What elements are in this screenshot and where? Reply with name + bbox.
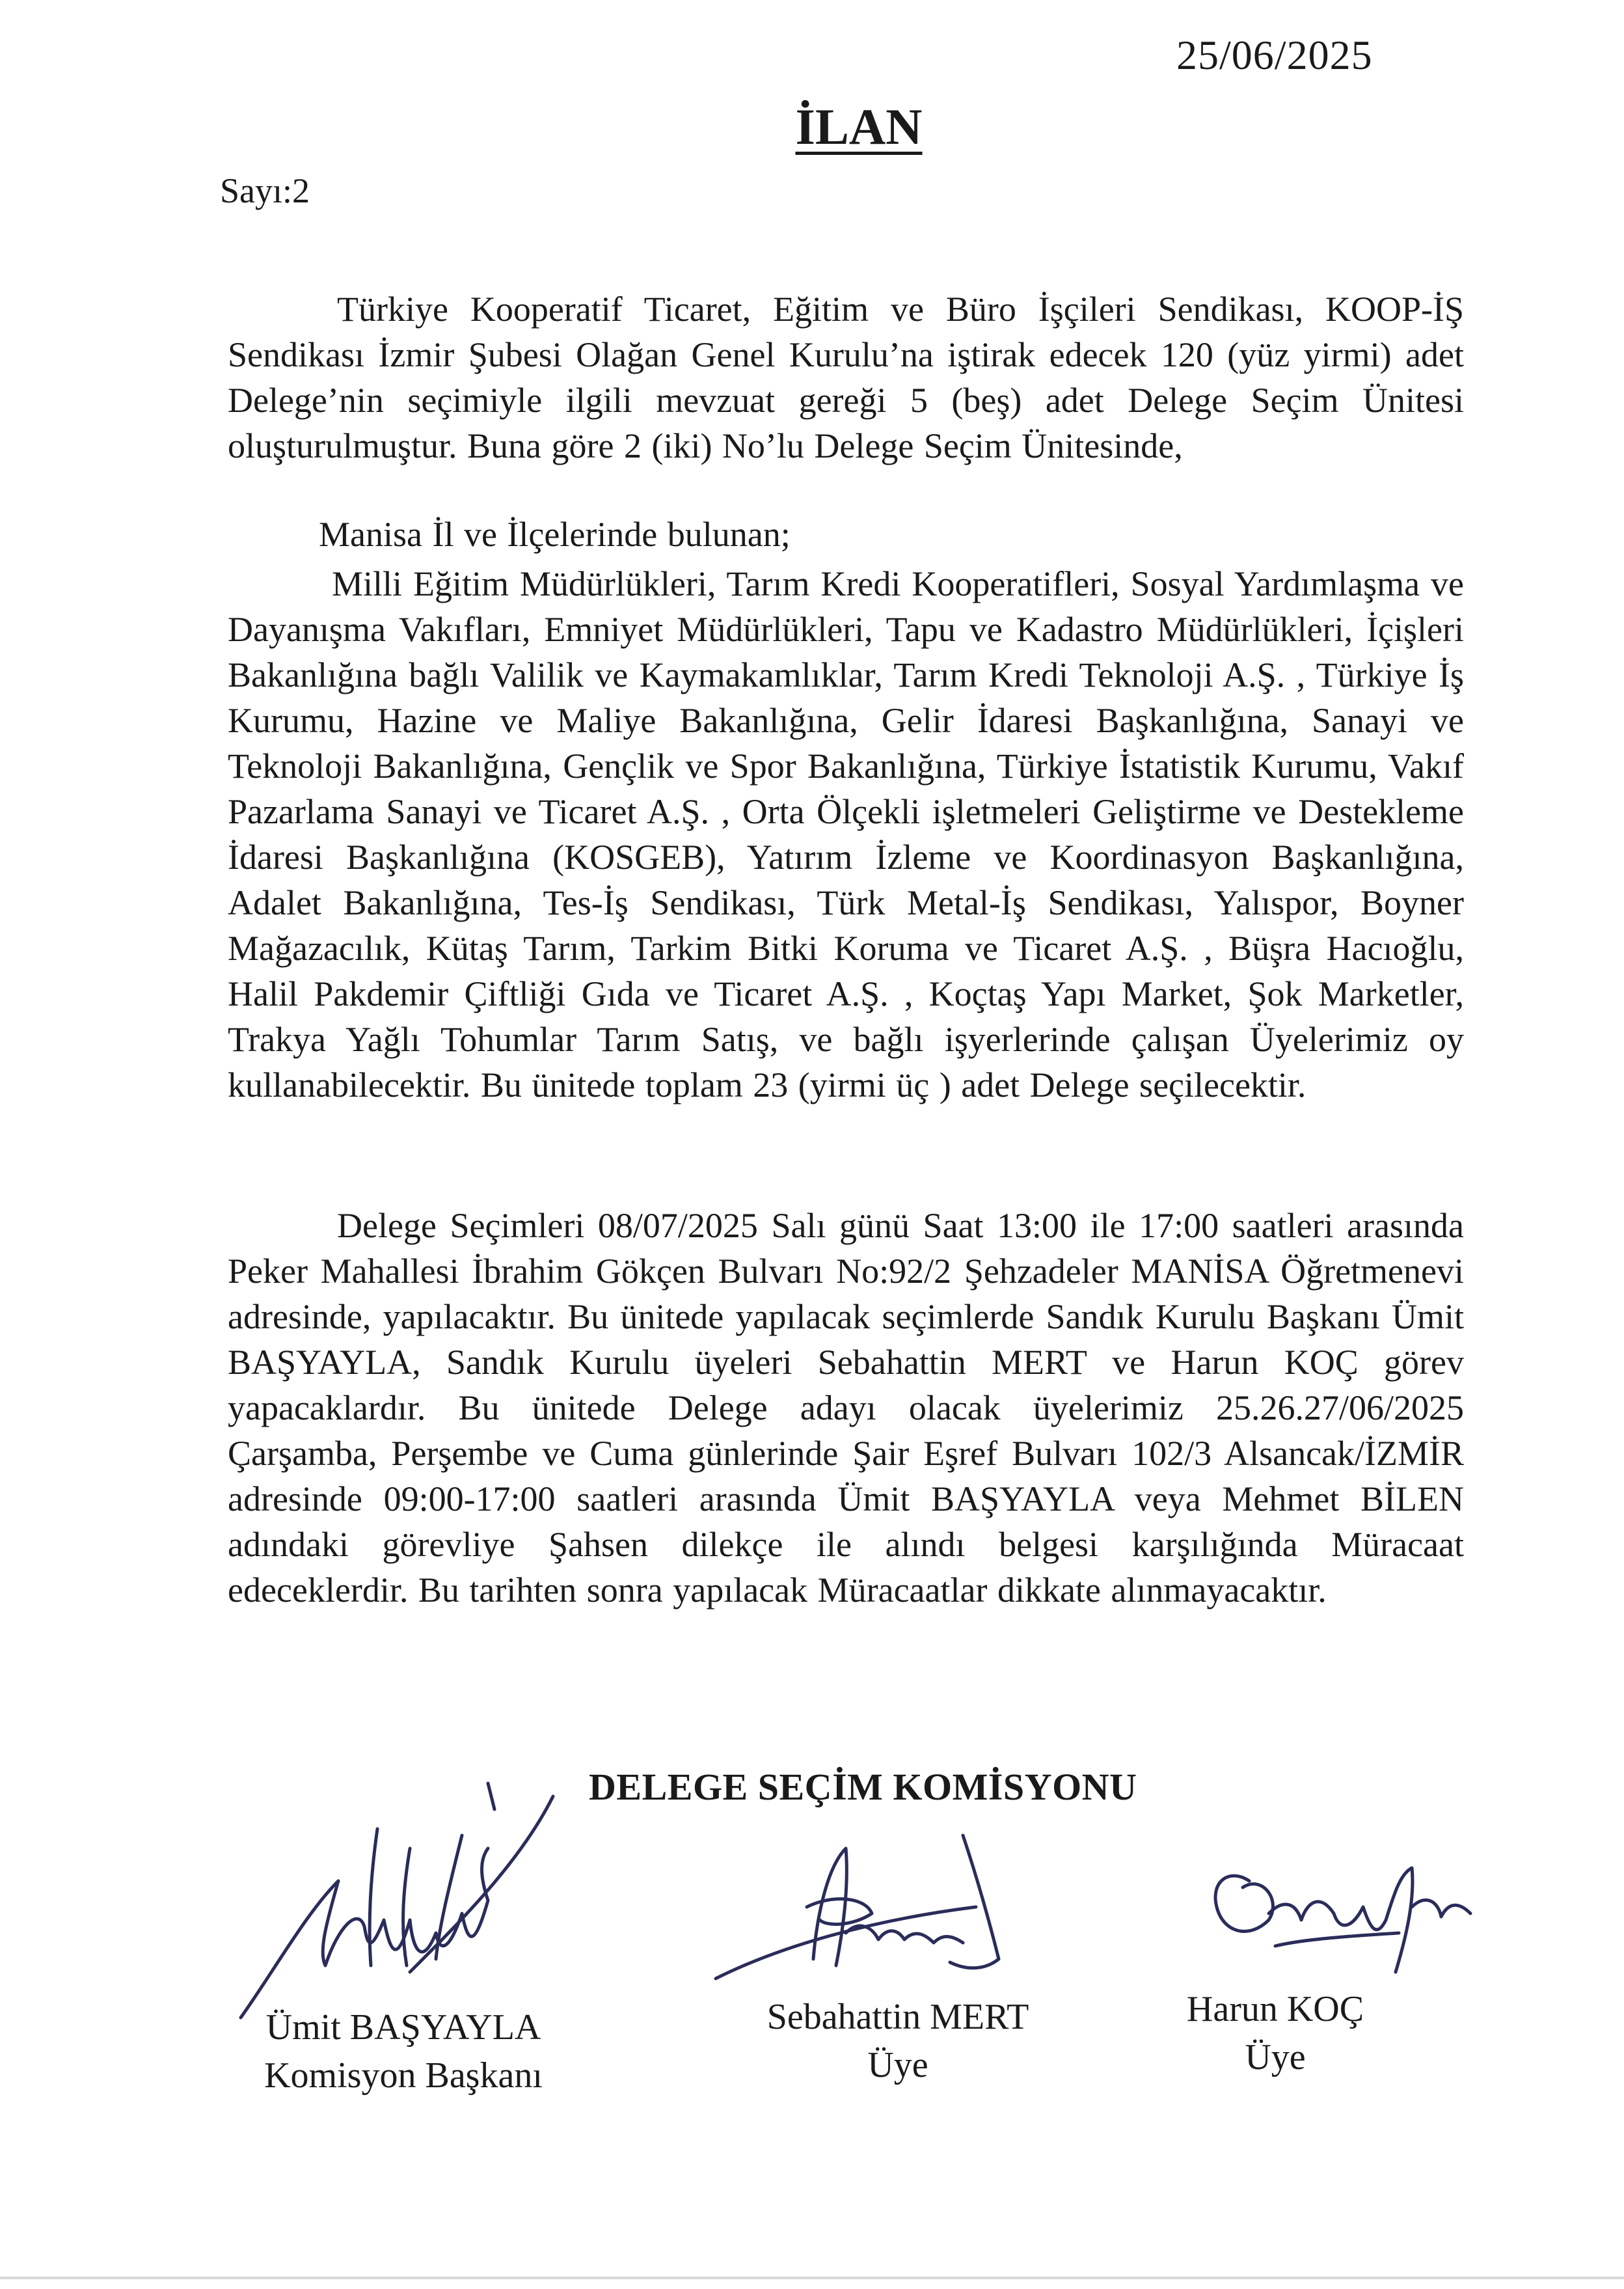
paragraph-election-details: Delege Seçimleri 08/07/2025 Salı günü Saat 13:00 ile 17:00 saatleri arasında Peker Mahallesi İbrahim Gökçen Bulvarı No:92/2 Şehzadeler MANİSA Öğretmenevi adresinde, yapılacaktır. Bu ünitede yapılacak seçimlerde Sandık Kurulu Başkanı Ümit BAŞYAYLA, Sandık Kurulu üyeleri Sebahattin MERT ve Harun KOÇ görev yapacaklardır. Bu ünitede Delege adayı olacak üyelerimiz 25.26.27/06/2025 Çarşamba, Perşembe ve Cuma günlerinde Şair Eşref Bulvarı 102/3 Alsancak/İZMİR adresinde 09:00-17:00 saatleri arasında Ümit BAŞYAYLA veya Mehmet BİLEN adındaki görevliye Şahsen dilekçe ile alındı belgesi karşılığında Müracaat edeceklerdir. Bu tarihten sonra yapılacak Müracaatlar dikkate alınmayacaktır. — [228, 1206, 1464, 1610]
paragraph-intro: Türkiye Kooperatif Ticaret, Eğitim ve Büro İşçileri Sendikası, KOOP-İŞ Sendikası İzmir Şubesi Olağan Genel Kurulu’na iştirak edecek 120 (yüz yirmi) adet Delege’nin seçimiyle ilgili mevzuat gereği 5 (beş) adet Delege Seçim Ünitesi oluşturulmuştur. Buna göre 2 (iki) No’lu Delege Seçim Ünitesinde, — [228, 290, 1464, 465]
signature-block-chair — [195, 2003, 612, 2100]
paragraph-workplaces-location: Manisa İl ve İlçelerinde bulunan; — [319, 515, 791, 554]
commission-heading: DELEGE SEÇİM KOMİSYONU — [589, 1766, 1137, 1808]
paragraph-workplaces-list: Milli Eğitim Müdürlükleri, Tarım Kredi Kooperatifleri, Sosyal Yardımlaşma ve Dayanışma Vakıfları, Emniyet Müdürlükleri, Tapu ve Kadastro Müdürlükleri, İçişleri Bakanlığına bağlı Valilik ve Kaymakamlıklar, Tarım Kredi Teknoloji A.Ş. , Türkiye İş Kurumu, Hazine ve Maliye Bakanlığına, Gelir İdaresi Başkanlığına, Sanayi ve Teknoloji Bakanlığına, Gençlik ve Spor Bakanlığına, Türkiye İstatistik Kurumu, Vakıf Pazarlama Sanayi ve Ticaret A.Ş. , Orta Ölçekli işletmeleri Geliştirme ve Destekleme İdaresi Başkanlığına (KOSGEB), Yatırım İzleme ve Koordinasyon Başkanlığına, Adalet Bakanlığına, Tes-İş Sendikası, Türk Metal-İş Sendikası, Yalıspor, Boyner Mağazacılık, Kütaş Tarım, Tarkim Bitki Koruma ve Ticaret A.Ş. , Büşra Hacıoğlu, Halil Pakdemir Çiftliği Gıda ve Ticaret A.Ş. , Koçtaş Yapı Market, Şok Marketler, Trakya Yağlı Tohumlar Tarım Satış, ve bağlı işyerlerinde çalışan Üyelerimiz oy kullanabilecektir. Bu ünitede toplam 23 (yirmi üç ) adet Delege seçilecektir. — [228, 564, 1464, 1104]
signature-block-member-2 — [1145, 1985, 1405, 2081]
signature-sebahattin-mert — [703, 1809, 1067, 2005]
scan-edge-line — [0, 2277, 1624, 2279]
document-date: 25/06/2025 — [1176, 32, 1373, 78]
signature-umit-basyayla — [215, 1757, 579, 2031]
member-role: Komisyon Başkanı — [264, 2055, 543, 2096]
document-number: Sayı:2 — [220, 171, 310, 210]
document-title: İLAN — [795, 98, 923, 155]
member-role: Üye — [1245, 2037, 1306, 2077]
member-name: Sebahattin MERT — [766, 1997, 1029, 2037]
member-name: Harun KOÇ — [1186, 1989, 1364, 2029]
signature-block-member-1 — [703, 1993, 1093, 2089]
paragraph-workplaces — [228, 512, 1464, 1108]
member-role: Üye — [867, 2045, 928, 2085]
signature-harun-koc — [1191, 1848, 1490, 1998]
member-name: Ümit BAŞYAYLA — [265, 2007, 541, 2048]
